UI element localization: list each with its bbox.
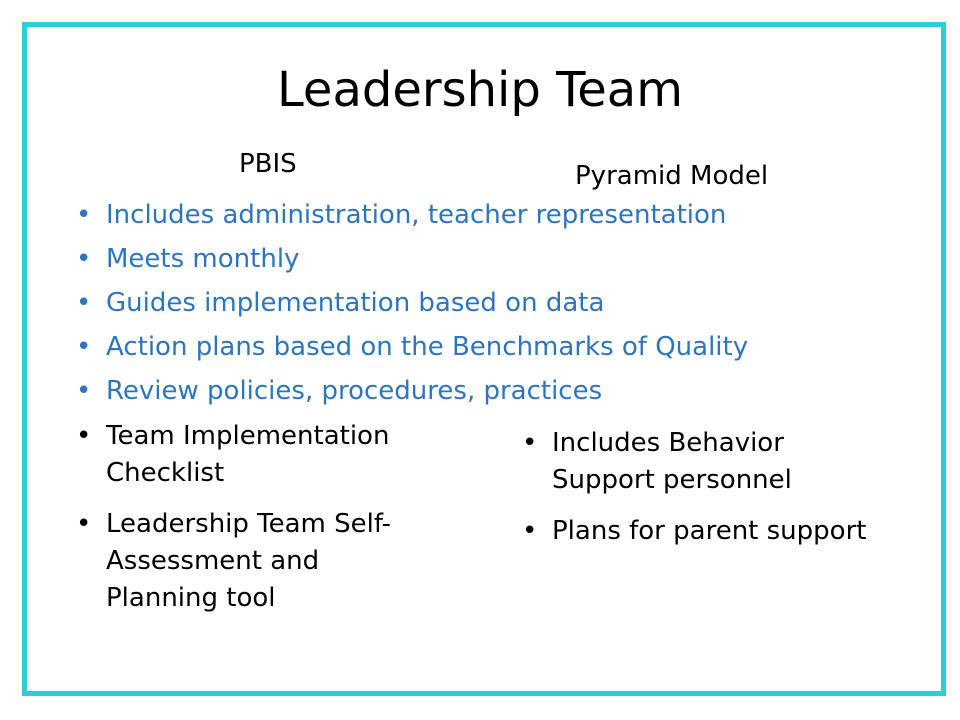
bullet-text: Guides implementation based on data: [106, 288, 605, 318]
bullet-icon: •: [76, 288, 92, 318]
pyramid-model-heading: Pyramid Model: [575, 161, 769, 191]
bullet-icon: •: [76, 509, 92, 539]
bullet-text: Action plans based on the Benchmarks of Quality: [106, 332, 749, 362]
bullet-text-line: Team Implementation: [106, 421, 390, 451]
pbis-bullet-list: [76, 418, 391, 631]
bullet-icon: •: [76, 421, 92, 451]
slide-title: Leadership Team: [277, 62, 683, 118]
shared-bullet-list: [76, 193, 748, 413]
pbis-bullet-item: [76, 418, 391, 492]
bullet-icon: •: [76, 376, 92, 406]
bullet-text: Includes administration, teacher representation: [106, 200, 727, 230]
bullet-text-line: Support personnel: [552, 465, 792, 495]
bullet-text-line: Leadership Team Self-: [106, 509, 391, 539]
pyramid-bullet-item: [522, 425, 866, 499]
bullet-icon: •: [522, 428, 538, 458]
bullet-icon: •: [76, 244, 92, 274]
shared-bullet-item: [76, 325, 748, 369]
bullet-icon: •: [76, 332, 92, 362]
shared-bullet-item: [76, 281, 748, 325]
bullet-icon: •: [76, 200, 92, 230]
bullet-text-line: Plans for parent support: [552, 516, 867, 546]
shared-bullet-item: [76, 369, 748, 413]
shared-bullet-item: [76, 193, 748, 237]
bullet-text: Meets monthly: [106, 244, 300, 274]
pbis-heading: PBIS: [239, 149, 297, 179]
bullet-icon: •: [522, 516, 538, 546]
shared-bullet-item: [76, 237, 748, 281]
bullet-text-line: Planning tool: [106, 583, 276, 613]
pbis-bullet-item: [76, 506, 391, 617]
bullet-text: Review policies, procedures, practices: [106, 376, 603, 406]
bullet-text-line: Includes Behavior: [552, 428, 784, 458]
bullet-text-line: Checklist: [106, 458, 225, 488]
bullet-text-line: Assessment and: [106, 546, 320, 576]
pyramid-bullet-item: [522, 513, 866, 550]
pyramid-model-bullet-list: [522, 425, 866, 564]
